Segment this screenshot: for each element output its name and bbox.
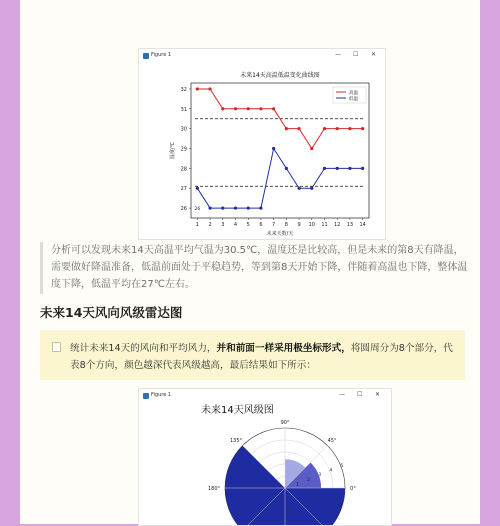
y-tick-label: 26 [180, 206, 187, 213]
x-tick-label: 4 [233, 222, 238, 228]
tip-text-1: 统计未来14天的风向和平均风力， [70, 343, 217, 354]
figure-window-wind [138, 388, 392, 526]
radial-label: 4 [329, 468, 333, 474]
angle-label: 45° [327, 438, 337, 444]
minimize-button[interactable]: — [339, 391, 345, 398]
data-point [285, 167, 288, 170]
note-icon [52, 342, 61, 352]
x-tick-label: 11 [321, 222, 328, 228]
x-tick-label: 9 [297, 222, 301, 228]
data-point [323, 167, 326, 170]
data-point [208, 206, 211, 209]
x-tick-label: 8 [284, 222, 288, 228]
data-point [361, 127, 364, 130]
data-point [348, 127, 351, 130]
angle-label: 135° [229, 438, 243, 444]
data-point [196, 87, 199, 90]
figure-titlebar [139, 49, 385, 63]
angle-label: 90° [280, 420, 290, 426]
data-point [221, 206, 224, 209]
section-heading: 未来14天风向风级雷达图 [40, 305, 183, 320]
data-point [323, 127, 326, 130]
data-point [336, 127, 339, 130]
data-point [259, 107, 262, 110]
wind-polar-chart [139, 403, 391, 525]
data-point [336, 167, 339, 170]
data-point [259, 206, 262, 209]
data-point [196, 187, 199, 190]
analysis-caption: 分析可以发现未来14天高温平均气温为30.5℃，温度还是比较高，但是未来的第8天有降温，需要做好降温准备，低温前面处于平稳趋势，等到第8天开始下降，伴随着高温也下降，整体温度下降，低温平均在27℃左右。 [40, 242, 468, 294]
data-label: 26 [194, 207, 201, 213]
x-tick-label: 7 [272, 222, 276, 228]
data-point [272, 147, 275, 150]
close-button[interactable]: ✕ [371, 51, 377, 58]
figure-titlebar [139, 389, 391, 403]
data-point [234, 107, 237, 110]
close-button[interactable]: ✕ [375, 391, 381, 398]
data-point [208, 87, 211, 90]
x-tick-label: 3 [221, 222, 225, 228]
article-page [20, 0, 480, 524]
x-tick-label: 10 [308, 222, 315, 228]
matplotlib-app-icon [143, 53, 149, 59]
data-point [247, 206, 250, 209]
y-tick-label: 32 [180, 86, 187, 93]
series-line-1 [197, 149, 362, 209]
chart-title: 未来14天风级图 [201, 405, 274, 416]
tip-text-bold: 并和前面一样采用极坐标形式， [216, 343, 351, 354]
temperature-line-chart [139, 63, 385, 239]
data-point [221, 107, 224, 110]
x-axis-label: 未来天数/天 [266, 231, 294, 237]
tip-text-2: 将圆周分为8个部分，代表8个方向，颜色越深代表风级越高，最后结果如下所示： [70, 343, 453, 371]
angle-label: 180° [207, 486, 221, 492]
data-point [272, 107, 275, 110]
data-point [361, 167, 364, 170]
data-point [310, 147, 313, 150]
figure-window-title: Figure 1 [151, 392, 172, 398]
data-point [310, 187, 313, 190]
data-point [234, 206, 237, 209]
figure-window-title: Figure 1 [151, 52, 172, 58]
minimize-button[interactable]: — [335, 51, 341, 58]
chart-title: 未来14天高温低温变化曲线图 [240, 72, 320, 79]
figure-window-temperature [138, 48, 386, 240]
data-point [297, 127, 300, 130]
y-tick-label: 31 [180, 106, 187, 113]
maximize-button[interactable]: ☐ [353, 51, 359, 58]
y-tick-label: 28 [180, 166, 187, 173]
y-axis-label: 温度/℃ [170, 141, 176, 160]
data-point [285, 127, 288, 130]
x-tick-label: 12 [334, 222, 341, 228]
angle-label: 0° [350, 486, 356, 492]
legend-label: 低温 [349, 96, 358, 102]
y-tick-label: 27 [180, 186, 187, 193]
data-point [348, 167, 351, 170]
data-point [247, 107, 250, 110]
x-tick-label: 5 [246, 222, 250, 228]
legend-label: 高温 [349, 90, 358, 96]
x-tick-label: 13 [346, 222, 354, 228]
radial-label: 3 [318, 473, 322, 479]
data-point [297, 187, 300, 190]
radial-label: 5 [340, 464, 344, 470]
x-tick-label: 1 [195, 222, 199, 228]
x-tick-label: 2 [208, 222, 212, 228]
radial-label: 2 [307, 477, 311, 483]
y-tick-label: 29 [180, 146, 187, 153]
x-tick-label: 6 [259, 222, 263, 228]
maximize-button[interactable]: ☐ [357, 391, 363, 398]
x-tick-label: 14 [359, 222, 366, 228]
radial-label: 1 [296, 482, 299, 488]
y-tick-label: 30 [180, 126, 187, 133]
tip-box [40, 330, 465, 380]
matplotlib-app-icon [143, 393, 149, 399]
